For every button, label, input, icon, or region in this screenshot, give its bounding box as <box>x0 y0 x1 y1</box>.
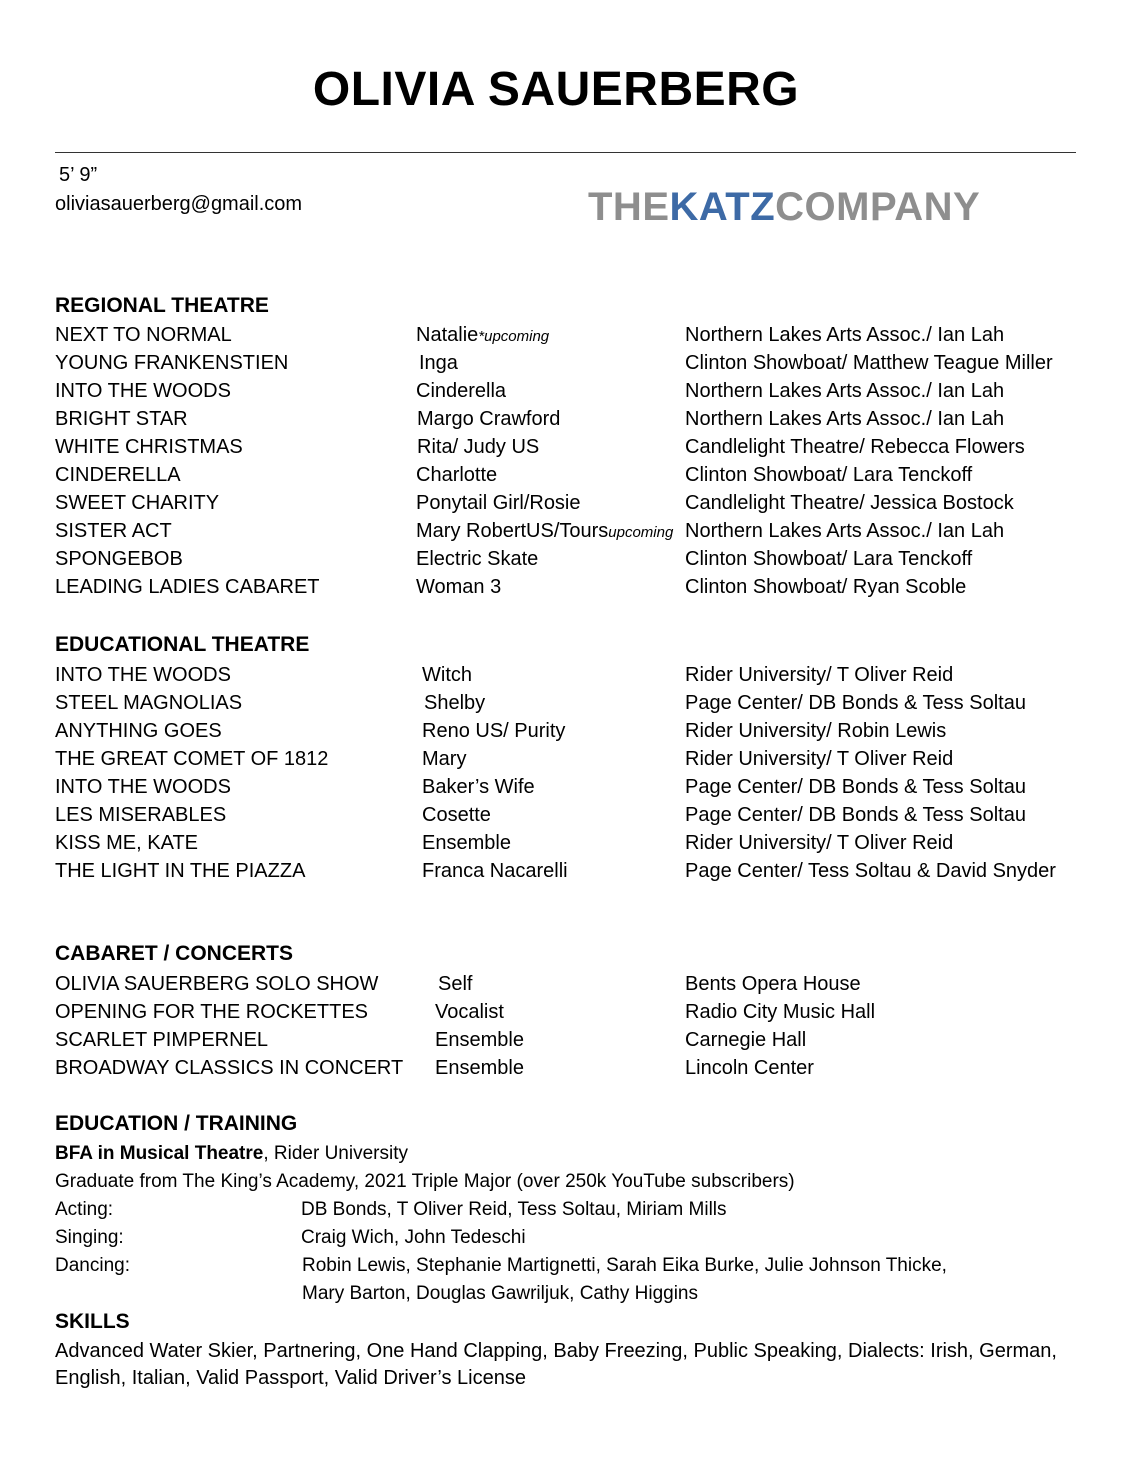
educational-credit-venue: Rider University/ T Oliver Reid <box>685 832 954 854</box>
regional-credit-role: Rita/ Judy US <box>417 436 540 458</box>
agency-logo <box>588 184 980 230</box>
training-teachers-dancing: Robin Lewis, Stephanie Martignetti, Sarah Eika Burke, Julie Johnson Thicke, <box>302 1255 947 1276</box>
educational-credit-role: Mary <box>422 748 467 770</box>
educational-credit-venue: Rider University/ Robin Lewis <box>685 720 947 742</box>
educational-credit-role: Ensemble <box>422 832 511 854</box>
degree-school: , Rider University <box>263 1143 408 1164</box>
educational-credit-row <box>0 857 1128 885</box>
email-text: oliviasauerberg@gmail.com <box>55 193 303 215</box>
educational-credit-row <box>0 689 1128 717</box>
educational-credit-row <box>0 717 1128 745</box>
cabaret-credit-venue: Lincoln Center <box>685 1057 814 1079</box>
regional-credit-role-cell <box>416 321 549 351</box>
regional-credit-row <box>0 461 1128 489</box>
cabaret-credit-row <box>0 1054 1128 1082</box>
regional-credit-role-cell <box>416 545 538 573</box>
regional-credit-role-cell <box>416 461 497 489</box>
regional-credit-row <box>0 545 1128 573</box>
educational-section-title: EDUCATIONAL THEATRE <box>55 633 310 656</box>
regional-credit-role: Charlotte <box>416 464 498 486</box>
educational-credit-role: Shelby <box>424 692 486 714</box>
regional-credit-show: YOUNG FRANKENSTIEN <box>55 352 289 374</box>
educational-credit-venue: Rider University/ T Oliver Reid <box>685 748 954 770</box>
educational-credit-row <box>0 801 1128 829</box>
logo-katz: KATZ <box>669 185 776 229</box>
cabaret-credit-row <box>0 1026 1128 1054</box>
education-section-title: EDUCATION / TRAINING <box>55 1112 298 1135</box>
cabaret-credit-venue: Radio City Music Hall <box>685 1001 876 1023</box>
educational-credit-show: STEEL MAGNOLIAS <box>55 692 243 714</box>
educational-credit-role-cell <box>424 689 485 717</box>
regional-credit-show: LEADING LADIES CABARET <box>55 576 320 598</box>
regional-credit-row <box>0 405 1128 433</box>
educational-credit-role: Witch <box>422 664 472 686</box>
regional-credit-show: INTO THE WOODS <box>55 380 231 402</box>
cabaret-section-title: CABARET / CONCERTS <box>55 942 294 965</box>
header-divider <box>55 152 1076 153</box>
skills-section-title: SKILLS <box>55 1310 130 1333</box>
regional-credit-show: WHITE CHRISTMAS <box>55 436 243 458</box>
training-teachers-singing: Craig Wich, John Tedeschi <box>301 1227 526 1248</box>
educational-credit-venue: Page Center/ Tess Soltau & David Snyder <box>685 860 1056 882</box>
educational-credit-row <box>0 773 1128 801</box>
logo-company: COMPANY <box>775 185 981 229</box>
educational-credit-row <box>0 745 1128 773</box>
educational-credit-role: Franca Nacarelli <box>422 860 568 882</box>
educational-credit-venue: Page Center/ DB Bonds & Tess Soltau <box>685 804 1026 826</box>
cabaret-credit-row <box>0 970 1128 998</box>
educational-credit-row <box>0 829 1128 857</box>
regional-credit-row <box>0 517 1128 545</box>
regional-credit-role-cell <box>416 573 501 601</box>
regional-credit-role: Electric Skate <box>416 548 539 570</box>
regional-credit-show: CINDERELLA <box>55 464 181 486</box>
regional-credit-role: Inga <box>419 352 458 374</box>
regional-credit-show: SWEET CHARITY <box>55 492 220 514</box>
cabaret-credit-role: Vocalist <box>435 1001 504 1023</box>
cabaret-credit-show: OLIVIA SAUERBERG SOLO SHOW <box>55 973 379 995</box>
cabaret-credit-role: Self <box>438 973 473 995</box>
cabaret-credit-venue: Carnegie Hall <box>685 1029 807 1051</box>
regional-credit-venue: Candlelight Theatre/ Rebecca Flowers <box>685 436 1025 458</box>
educational-credit-role: Cosette <box>422 804 491 826</box>
training-teachers-dancing-cont: Mary Barton, Douglas Gawriljuk, Cathy Higgins <box>302 1283 698 1304</box>
logo-the: THE <box>588 185 670 229</box>
regional-credit-venue: Clinton Showboat/ Lara Tenckoff <box>685 548 973 570</box>
educational-credit-show: INTO THE WOODS <box>55 664 231 686</box>
regional-credit-show: SISTER ACT <box>55 520 172 542</box>
regional-credit-role-cell <box>417 405 560 433</box>
educational-credit-venue: Page Center/ DB Bonds & Tess Soltau <box>685 692 1026 714</box>
regional-credit-row <box>0 489 1128 517</box>
educational-credit-show: ANYTHING GOES <box>55 720 222 742</box>
educational-credit-role-cell <box>422 801 491 829</box>
regional-credit-role-cell <box>416 377 506 405</box>
regional-credit-role-cell <box>416 489 581 517</box>
educational-credit-role-cell <box>422 661 472 689</box>
training-label-acting: Acting: <box>55 1199 114 1220</box>
regional-credit-role-note: *upcoming <box>478 328 550 345</box>
educational-credit-role: Reno US/ Purity <box>422 720 566 742</box>
educational-credit-show: KISS ME, KATE <box>55 832 198 854</box>
cabaret-credit-show: OPENING FOR THE ROCKETTES <box>55 1001 368 1023</box>
regional-credit-row <box>0 573 1128 601</box>
educational-credit-show: THE LIGHT IN THE PIAZZA <box>55 860 306 882</box>
regional-credit-role-cell <box>416 517 673 547</box>
regional-credit-venue: Clinton Showboat/ Matthew Teague Miller <box>685 352 1053 374</box>
educational-credit-role-cell <box>422 829 511 857</box>
regional-credit-venue: Candlelight Theatre/ Jessica Bostock <box>685 492 1014 514</box>
regional-credit-venue: Northern Lakes Arts Assoc./ Ian Lah <box>685 324 1005 346</box>
degree-line <box>55 1140 408 1168</box>
regional-credit-row <box>0 433 1128 461</box>
degree-title: BFA in Musical Theatre <box>55 1143 264 1164</box>
educational-credit-role: Baker’s Wife <box>422 776 535 798</box>
regional-credit-venue: Northern Lakes Arts Assoc./ Ian Lah <box>685 380 1005 402</box>
cabaret-credit-role-cell <box>435 1026 524 1054</box>
cabaret-credit-role: Ensemble <box>435 1029 524 1051</box>
regional-credit-venue: Northern Lakes Arts Assoc./ Ian Lah <box>685 520 1005 542</box>
regional-credit-show: BRIGHT STAR <box>55 408 188 430</box>
cabaret-credit-show: BROADWAY CLASSICS IN CONCERT <box>55 1057 404 1079</box>
educational-credit-venue: Page Center/ DB Bonds & Tess Soltau <box>685 776 1026 798</box>
regional-credit-role-cell <box>417 433 539 461</box>
educational-credit-role-cell <box>422 717 565 745</box>
regional-credit-row <box>0 321 1128 349</box>
cabaret-credit-role-cell <box>435 1054 524 1082</box>
regional-credit-venue: Clinton Showboat/ Ryan Scoble <box>685 576 967 598</box>
regional-credit-row <box>0 377 1128 405</box>
cabaret-credit-row <box>0 998 1128 1026</box>
resume-name: OLIVIA SAUERBERG <box>312 63 800 116</box>
educational-credit-role-cell <box>422 745 466 773</box>
educational-credit-row <box>0 661 1128 689</box>
regional-section-title: REGIONAL THEATRE <box>55 294 269 317</box>
skills-text: Advanced Water Skier, Partnering, One Hand Clapping, Baby Freezing, Public Speaking, Dialects: Irish, German, English, Italian, Valid Passport, Valid Driver’s License <box>55 1340 1057 1389</box>
educational-credit-show: INTO THE WOODS <box>55 776 231 798</box>
training-label-singing: Singing: <box>55 1227 124 1248</box>
training-teachers-acting: DB Bonds, T Oliver Reid, Tess Soltau, Miriam Mills <box>301 1199 727 1220</box>
regional-credit-role: Ponytail Girl/Rosie <box>416 492 581 514</box>
educational-credit-show: LES MISERABLES <box>55 804 227 826</box>
educational-credit-show: THE GREAT COMET OF 1812 <box>55 748 329 770</box>
regional-credit-row <box>0 349 1128 377</box>
regional-credit-venue: Northern Lakes Arts Assoc./ Ian Lah <box>685 408 1005 430</box>
cabaret-credit-role-cell <box>438 970 472 998</box>
height-text: 5’ 9” <box>59 164 98 186</box>
regional-credit-role: Mary RobertUS/Tours <box>416 520 609 542</box>
educational-credit-role-cell <box>422 857 568 885</box>
regional-credit-show: NEXT TO NORMAL <box>55 324 232 346</box>
cabaret-credit-role: Ensemble <box>435 1057 524 1079</box>
educational-credit-role-cell <box>422 773 535 801</box>
regional-credit-role: Cinderella <box>416 380 507 402</box>
training-label-dancing: Dancing: <box>55 1255 130 1276</box>
regional-credit-role: Woman 3 <box>416 576 502 598</box>
regional-credit-venue: Clinton Showboat/ Lara Tenckoff <box>685 464 973 486</box>
regional-credit-role-note: upcoming <box>608 524 674 541</box>
regional-credit-role-cell <box>419 349 458 377</box>
educational-credit-venue: Rider University/ T Oliver Reid <box>685 664 954 686</box>
cabaret-credit-show: SCARLET PIMPERNEL <box>55 1029 269 1051</box>
regional-credit-role: Margo Crawford <box>417 408 561 430</box>
graduate-line: Graduate from The King’s Academy, 2021 Triple Major (over 250k YouTube subscribers) <box>55 1171 795 1192</box>
cabaret-credit-venue: Bents Opera House <box>685 973 861 995</box>
cabaret-credit-role-cell <box>435 998 504 1026</box>
regional-credit-show: SPONGEBOB <box>55 548 183 570</box>
regional-credit-role: Natalie <box>416 324 479 346</box>
